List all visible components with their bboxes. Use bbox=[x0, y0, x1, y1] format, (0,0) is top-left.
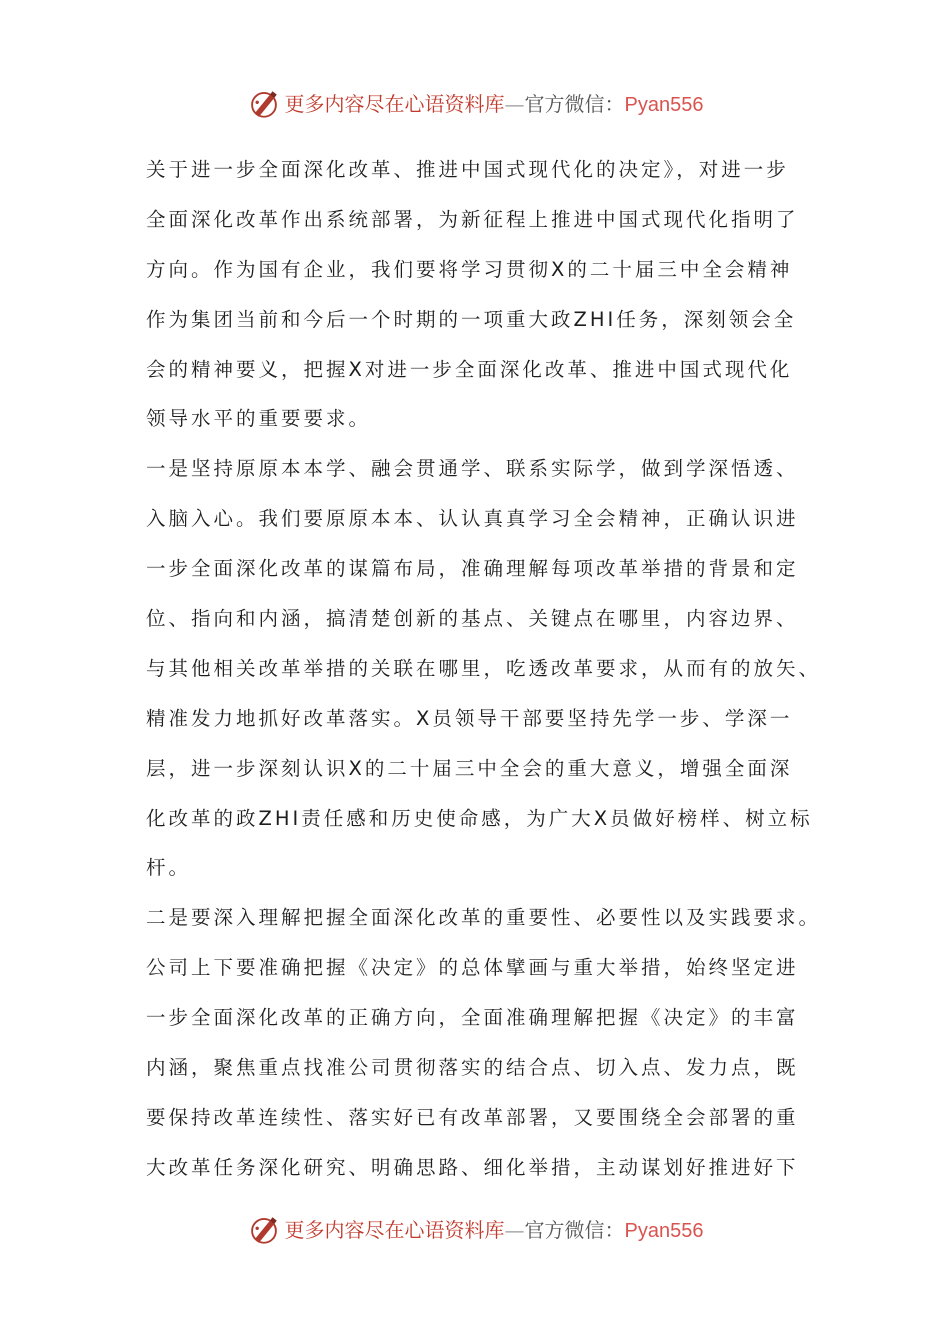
body-line: 化改革的政ZHI责任感和历史使命感，为广大X员做好榜样、树立标 bbox=[146, 806, 813, 830]
body-line: 入脑入心。我们要原原本本、认认真真学习全会精神，正确认识进 bbox=[146, 507, 799, 531]
banner-dash: — bbox=[504, 91, 525, 116]
body-line: 公司上下要准确把握《决定》的总体擘画与重大举措，始终坚定进 bbox=[146, 956, 799, 980]
body-line: 大改革任务深化研究、明确思路、细化举措，主动谋划好推进好下 bbox=[146, 1155, 799, 1179]
body-line: 二是要深入理解把握全面深化改革的重要性、必要性以及实践要求。 bbox=[146, 906, 822, 930]
body-line: 关于进一步全面深化改革、推进中国式现代化的决定》，对进一步 bbox=[146, 158, 789, 181]
body-line: 一步全面深化改革的正确方向，全面准确理解把握《决定》的丰富 bbox=[146, 1006, 799, 1030]
document-body bbox=[146, 145, 836, 1193]
body-line: 领导水平的重要要求。 bbox=[146, 407, 372, 431]
pen-logo-icon bbox=[247, 87, 281, 121]
body-line: 会的精神要义，把握X对进一步全面深化改革、推进中国式现代化 bbox=[146, 357, 793, 381]
banner-wechat-id: Pyan556 bbox=[624, 1219, 704, 1242]
body-line: 方向。作为国有企业，我们要将学习贯彻X的二十届三中全会精神 bbox=[146, 257, 793, 281]
pen-logo-icon bbox=[247, 1213, 281, 1247]
banner-official-label: 官方微信： bbox=[524, 1217, 625, 1242]
body-line: 要保持改革连续性、落实好已有改革部署，又要围绕全会部署的重 bbox=[146, 1105, 799, 1129]
body-line: 作为集团当前和今后一个时期的一项重大政ZHI任务，深刻领会全 bbox=[146, 307, 797, 331]
body-line: 杆。 bbox=[146, 856, 192, 880]
body-line: 精准发力地抓好改革落实。X员领导干部要坚持先学一步、学深一 bbox=[146, 706, 793, 730]
body-line: 位、指向和内涵，搞清楚创新的基点、关键点在哪里，内容边界、 bbox=[146, 607, 799, 631]
banner-dash: — bbox=[504, 1217, 525, 1242]
body-line: 内涵，聚焦重点找准公司贯彻落实的结合点、切入点、发力点，既 bbox=[146, 1056, 799, 1080]
body-line: 一是坚持原原本本学、融会贯通学、联系实际学，做到学深悟透、 bbox=[146, 457, 799, 481]
banner-wechat-id: Pyan556 bbox=[624, 93, 704, 116]
header-banner bbox=[0, 84, 950, 124]
banner-site-text: 更多内容尽在心语资料库 bbox=[284, 91, 505, 116]
body-line: 与其他相关改革举措的关联在哪里，吃透改革要求，从而有的放矢、 bbox=[146, 656, 822, 680]
banner-official-label: 官方微信： bbox=[524, 91, 625, 116]
body-line: 一步全面深化改革的谋篇布局，准确理解每项改革举措的背景和定 bbox=[146, 557, 799, 581]
footer-banner bbox=[0, 1210, 950, 1250]
body-line: 层，进一步深刻认识X的二十届三中全会的重大意义，增强全面深 bbox=[146, 756, 793, 780]
banner-site-text: 更多内容尽在心语资料库 bbox=[284, 1217, 505, 1242]
body-line: 全面深化改革作出系统部署，为新征程上推进中国式现代化指明了 bbox=[146, 207, 799, 231]
